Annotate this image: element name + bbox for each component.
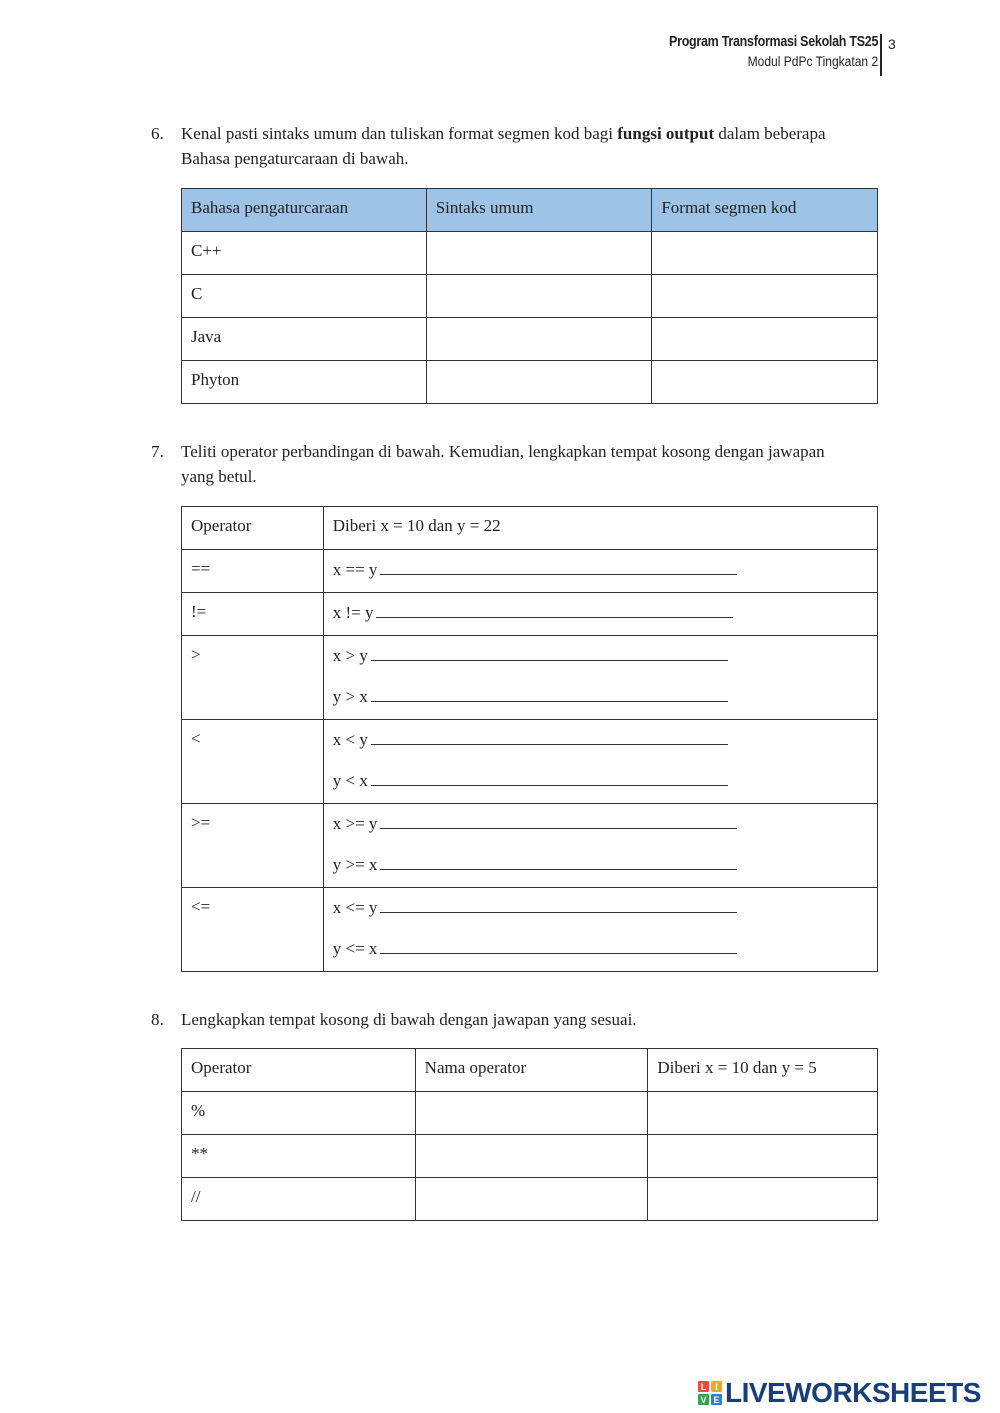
table-row — [182, 318, 878, 361]
table-row — [182, 275, 878, 318]
answer-blank[interactable] — [380, 559, 737, 575]
question-7 — [151, 439, 851, 489]
answer-cell[interactable] — [415, 1092, 648, 1135]
logo-tile: V — [698, 1394, 709, 1405]
table-row — [182, 636, 878, 720]
table-row — [182, 1092, 878, 1135]
answer-cell[interactable] — [648, 1092, 878, 1135]
answer-cell[interactable] — [426, 361, 652, 404]
answer-blank[interactable] — [371, 686, 728, 702]
liveworksheets-logo — [698, 1378, 981, 1408]
header-cell: Sintaks umum — [426, 189, 652, 232]
operator-cell: != — [182, 593, 324, 636]
module-subtitle: Modul PdPc Tingkatan 2 — [747, 53, 878, 69]
program-title: Program Transformasi Sekolah TS25 — [668, 34, 878, 50]
answer-blank[interactable] — [371, 770, 728, 786]
question-8 — [151, 1007, 851, 1032]
question-number: 8. — [151, 1010, 164, 1029]
expression-cell — [323, 550, 877, 593]
answer-blank[interactable] — [380, 938, 737, 954]
table-row — [182, 804, 878, 888]
expression-cell — [323, 636, 877, 720]
table-row — [182, 593, 878, 636]
table-row — [182, 232, 878, 275]
operator-cell: == — [182, 550, 324, 593]
expression-cell — [323, 593, 877, 636]
header-cell: Format segmen kod — [652, 189, 878, 232]
page-header — [635, 34, 878, 69]
language-cell: C++ — [182, 232, 427, 275]
expression: x < y — [332, 730, 368, 749]
language-cell: Phyton — [182, 361, 427, 404]
expression-cell — [323, 804, 877, 888]
table-header-row — [182, 1049, 878, 1092]
header-cell: Diberi x = 10 dan y = 22 — [323, 507, 877, 550]
arithmetic-operator-table — [181, 1048, 878, 1221]
question-number: 6. — [151, 124, 164, 143]
table-header-row — [182, 507, 878, 550]
header-cell: Diberi x = 10 dan y = 5 — [648, 1049, 878, 1092]
header-cell: Operator — [182, 507, 324, 550]
answer-cell[interactable] — [415, 1178, 648, 1221]
answer-blank[interactable] — [376, 602, 733, 618]
expression: y < x — [332, 771, 368, 790]
logo-tile: L — [698, 1381, 709, 1392]
operator-cell: ** — [182, 1135, 416, 1178]
answer-cell[interactable] — [648, 1178, 878, 1221]
question-number: 7. — [151, 442, 164, 461]
operator-cell: >= — [182, 804, 324, 888]
expression: x == y — [332, 560, 378, 579]
answer-cell[interactable] — [652, 275, 878, 318]
expression: y > x — [332, 687, 368, 706]
answer-blank[interactable] — [380, 854, 737, 870]
header-cell: Bahasa pengaturcaraan — [182, 189, 427, 232]
logo-tile: I — [711, 1381, 722, 1392]
answer-blank[interactable] — [380, 897, 737, 913]
table-header-row — [182, 189, 878, 232]
header-cell: Nama operator — [415, 1049, 648, 1092]
table-row — [182, 361, 878, 404]
answer-cell[interactable] — [652, 361, 878, 404]
bold-term: fungsi output — [617, 124, 715, 143]
language-cell: C — [182, 275, 427, 318]
expression: x >= y — [332, 814, 378, 833]
header-divider — [880, 34, 882, 76]
expression: x != y — [332, 603, 374, 622]
answer-cell[interactable] — [652, 232, 878, 275]
answer-cell[interactable] — [415, 1135, 648, 1178]
logo-icon — [698, 1381, 722, 1405]
logo-tile: E — [711, 1394, 722, 1405]
table-row — [182, 888, 878, 972]
table-row — [182, 550, 878, 593]
table-row — [182, 720, 878, 804]
operator-cell: <= — [182, 888, 324, 972]
question-text: Teliti operator perbandingan di bawah. Kemudian, lengkapkan tempat kosong dengan jawapan yang betul. — [181, 442, 825, 486]
answer-blank[interactable] — [371, 645, 728, 661]
language-cell: Java — [182, 318, 427, 361]
header-cell: Operator — [182, 1049, 416, 1092]
expression: x > y — [332, 646, 368, 665]
comparison-operator-table — [181, 506, 878, 972]
output-syntax-table — [181, 188, 878, 404]
answer-cell[interactable] — [652, 318, 878, 361]
expression: x <= y — [332, 898, 378, 917]
table-row — [182, 1178, 878, 1221]
operator-cell: // — [182, 1178, 416, 1221]
expression-cell — [323, 888, 877, 972]
table-row — [182, 1135, 878, 1178]
answer-cell[interactable] — [648, 1135, 878, 1178]
question-6 — [151, 121, 851, 171]
answer-blank[interactable] — [380, 813, 737, 829]
operator-cell: < — [182, 720, 324, 804]
expression: y >= x — [332, 855, 378, 874]
question-text: Kenal pasti sintaks umum dan tuliskan format segmen kod bagi fungsi output dalam beberapa Bahasa pengaturcaraan di bawah. — [181, 124, 826, 168]
page-number: 3 — [888, 36, 896, 52]
expression-cell — [323, 720, 877, 804]
operator-cell: % — [182, 1092, 416, 1135]
answer-cell[interactable] — [426, 318, 652, 361]
question-text: Lengkapkan tempat kosong di bawah dengan jawapan yang sesuai. — [181, 1010, 637, 1029]
answer-blank[interactable] — [371, 729, 728, 745]
answer-cell[interactable] — [426, 232, 652, 275]
logo-text: LIVEWORKSHEETS — [725, 1377, 981, 1408]
answer-cell[interactable] — [426, 275, 652, 318]
expression: y <= x — [332, 939, 378, 958]
operator-cell: > — [182, 636, 324, 720]
